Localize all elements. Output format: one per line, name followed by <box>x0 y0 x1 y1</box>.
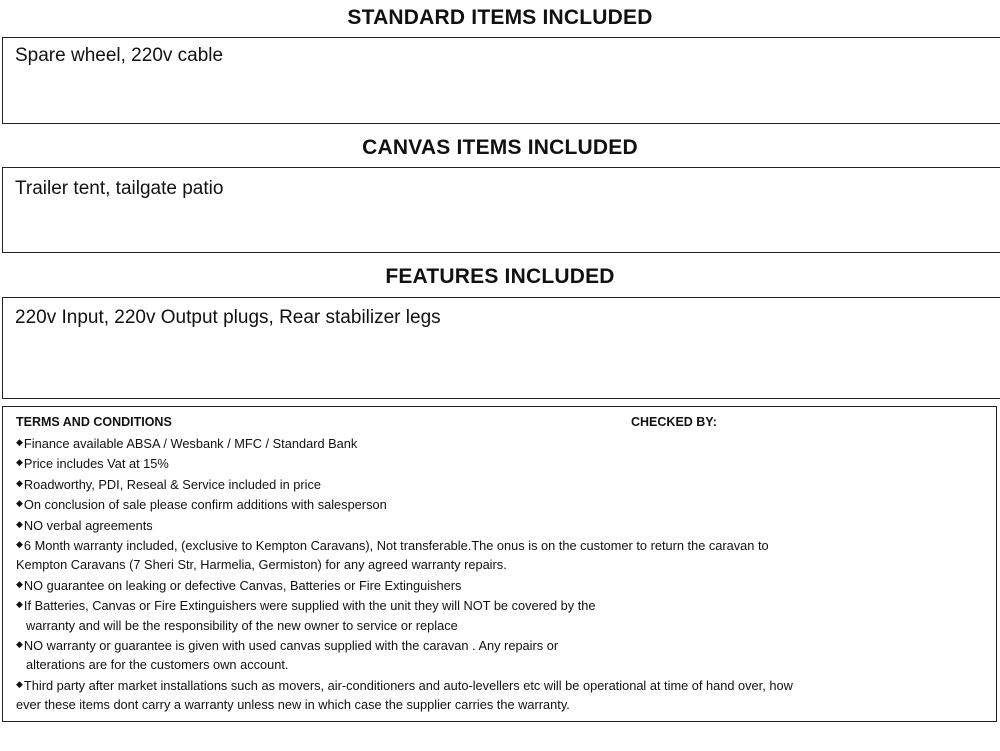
features-box <box>2 297 1000 399</box>
terms-line <box>16 675 991 695</box>
bullet-icon: ◆ <box>16 518 23 529</box>
bullet-icon: ◆ <box>16 457 23 468</box>
canvas-items-box <box>2 167 1000 253</box>
standard-items-heading: STANDARD ITEMS INCLUDED <box>347 6 653 29</box>
terms-line-text: NO verbal agreements <box>23 517 153 533</box>
terms-line-text: Roadworthy, PDI, Reseal & Service included in price <box>23 476 321 492</box>
terms-box <box>2 406 997 722</box>
features-heading: FEATURES INCLUDED <box>385 265 615 288</box>
bullet-icon: ◆ <box>16 437 23 447</box>
standard-items-box <box>2 37 1000 124</box>
terms-list <box>16 433 991 715</box>
standard-items-text: Spare wheel, 220v cable <box>15 45 224 66</box>
bullet-icon: ◆ <box>16 539 23 550</box>
terms-line <box>16 575 991 595</box>
bullet-icon: ◆ <box>16 639 23 650</box>
terms-line <box>16 695 991 714</box>
terms-line <box>16 595 991 615</box>
terms-line <box>16 635 991 655</box>
canvas-items-text: Trailer tent, tailgate patio <box>15 178 224 199</box>
terms-line <box>16 555 991 574</box>
terms-line <box>16 616 991 635</box>
terms-line-text: NO warranty or guarantee is given with used canvas supplied with the caravan . Any repairs or <box>23 638 559 654</box>
terms-line-text: 6 Month warranty included, (exclusive to Kempton Caravans), Not transferable.The onus is on the customer to return the caravan to <box>23 538 769 554</box>
terms-line-text: Price includes Vat at 15% <box>23 456 169 472</box>
terms-line <box>16 655 991 674</box>
features-text: 220v Input, 220v Output plugs, Rear stabilizer legs <box>15 307 441 328</box>
terms-line-text: Finance available ABSA / Wesbank / MFC / Standard Bank <box>23 436 358 451</box>
terms-line-text: warranty and will be the responsibility of the new owner to service or replace <box>26 617 458 633</box>
bullet-icon: ◆ <box>16 599 23 610</box>
terms-line-text: ever these items dont carry a warranty unless new in which case the supplier carries the warranty. <box>16 697 570 713</box>
bullet-icon: ◆ <box>16 498 23 509</box>
terms-line-text: Third party after market installations such as movers, air-conditioners and auto-levellers etc will be operational at time of hand over, how <box>23 677 793 693</box>
bullet-icon: ◆ <box>16 678 23 689</box>
terms-line-text: On conclusion of sale please confirm additions with salesperson <box>23 497 387 513</box>
terms-line-text: NO guarantee on leaking or defective Canvas, Batteries or Fire Extinguishers <box>23 577 462 593</box>
bullet-icon: ◆ <box>16 477 23 488</box>
terms-line-text: Kempton Caravans (7 Sheri Str, Harmelia, Germiston) for any agreed warranty repairs. <box>16 557 507 573</box>
terms-line-text: alterations are for the customers own account. <box>26 657 289 673</box>
terms-line <box>16 494 991 514</box>
bullet-icon: ◆ <box>16 578 23 589</box>
terms-line <box>16 433 991 453</box>
terms-line <box>16 515 991 535</box>
terms-line <box>16 535 991 555</box>
terms-line-text: If Batteries, Canvas or Fire Extinguishers were supplied with the unit they will NOT be covered by the <box>23 598 596 614</box>
canvas-items-heading: CANVAS ITEMS INCLUDED <box>362 136 638 159</box>
terms-title: TERMS AND CONDITIONS <box>16 415 172 429</box>
terms-line <box>16 453 991 473</box>
checked-by-label: CHECKED BY: <box>631 415 717 429</box>
terms-line <box>16 474 991 494</box>
